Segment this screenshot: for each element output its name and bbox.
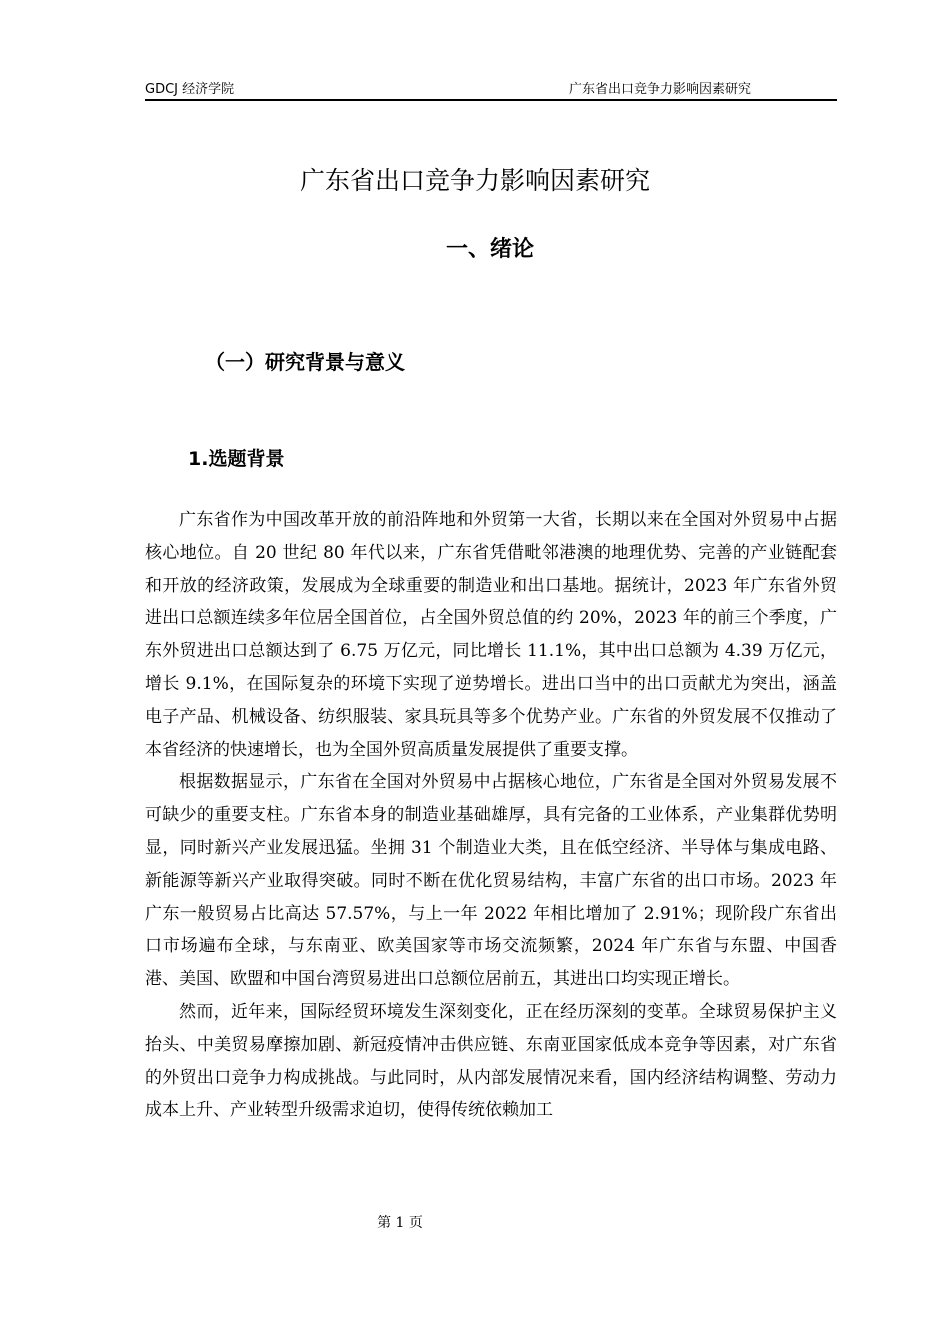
header-right: 广东省出口竞争力影响因素研究 — [569, 82, 752, 97]
document-title: 广东省出口竞争力影响因素研究 — [299, 166, 650, 195]
subsection-heading: （一）研究背景与意义 — [205, 350, 405, 374]
paragraph: 广东省作为中国改革开放的前沿阵地和外贸第一大省，长期以来在全国对外贸易中占据核心地位。自 20 世纪 80 年代以来，广东省凭借毗邻港澳的地理优势、完善的产业链配套和开放的经济政策，发展成为全球重要的制造业和出口基地。据统计，2023 年广东省外贸进出口总额连续多年位居全国首位，占全国外贸总值的约 20%，2023 年的前三个季度，广东外贸进出口总额达到了 6.75 万亿元，同比增长 11.1%，其中出口总额为 4.39 万亿元，增长 9.1%，在国际复杂的环境下实现了逆势增长。进出口当中的出口贡献尤为突出，涵盖电子产品、机械设备、纺织服装、家具玩具等多个优势产业。广东省的外贸发展不仅推动了本省经济的快速增长，也为全国外贸高质量发展提供了重要支撑。 — [145, 510, 837, 760]
sub-subsection-heading: 1.选题背景 — [188, 448, 285, 470]
paragraph: 然而，近年来，国际经贸环境发生深刻变化，正在经历深刻的变革。全球贸易保护主义抬头、中美贸易摩擦加剧、新冠疫情冲击供应链、东南亚国家低成本竞争等因素，对广东省的外贸出口竞争力构成挑战。与此同时，从内部发展情况来看，国内经济结构调整、劳动力成本上升、产业转型升级需求迫切，使得传统依赖加工 — [145, 1001, 837, 1121]
page-number: 第 1 页 — [377, 1215, 423, 1231]
header-rule — [145, 99, 837, 101]
header-left: GDCJ 经济学院 — [145, 82, 235, 97]
section-heading: 一、绪论 — [445, 237, 534, 262]
paragraph: 根据数据显示，广东省在全国对外贸易中占据核心地位，广东省是全国对外贸易发展不可缺少的重要支柱。广东省本身的制造业基础雄厚，具有完备的工业体系，产业集群优势明显，同时新兴产业发展迅猛。坐拥 31 个制造业大类，且在低空经济、半导体与集成电路、新能源等新兴产业取得突破。同时不断在优化贸易结构，丰富广东省的出口市场。2023 年广东一般贸易占比高达 57.57%，与上一年 2022 年相比增加了 2.91%；现阶段广东省出口市场遍布全球，与东南亚、欧美国家等市场交流频繁，2024 年广东省与东盟、中国香港、美国、欧盟和中国台湾贸易进出口总额位居前五，其进出口均实现正增长。 — [145, 772, 837, 990]
body-text — [145, 504, 837, 1127]
